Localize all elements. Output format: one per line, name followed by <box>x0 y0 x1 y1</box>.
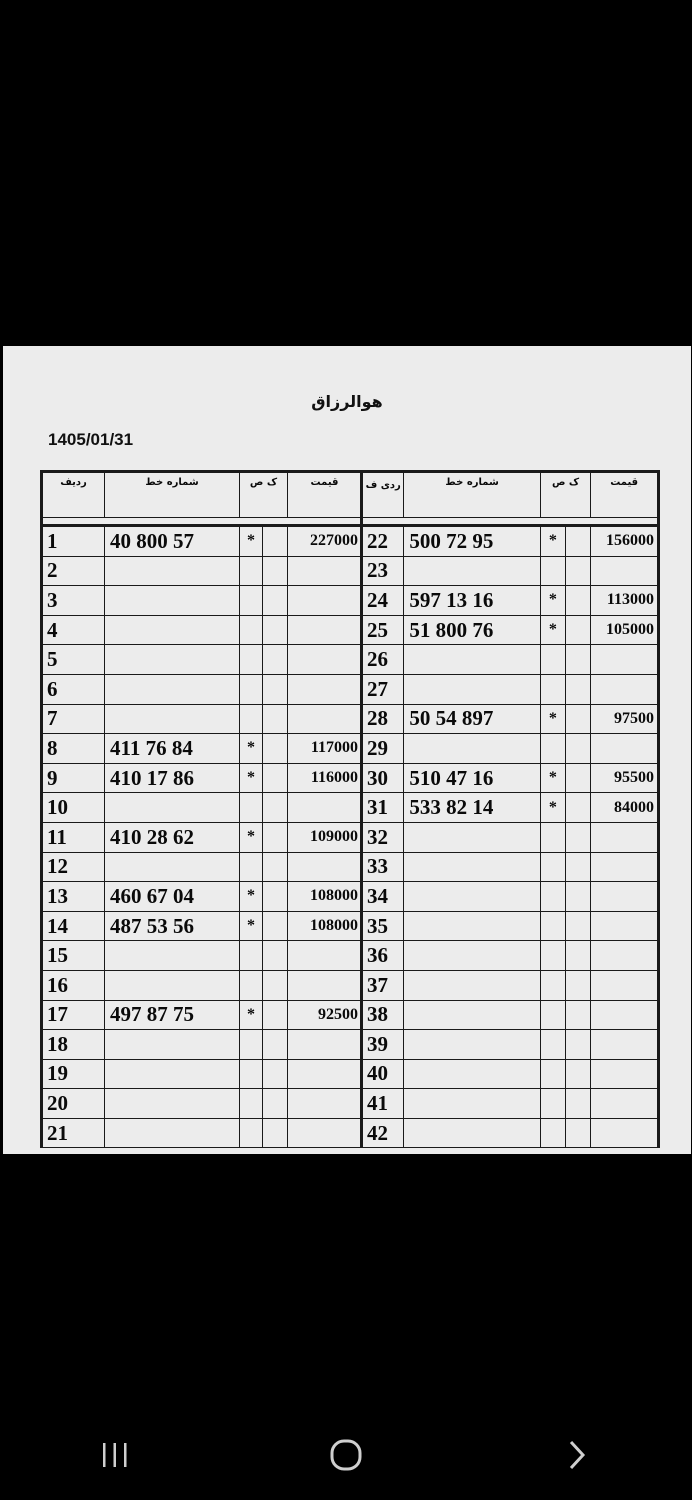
left-table-body <box>42 526 362 1148</box>
line-number: 50 54 897 <box>404 704 540 734</box>
s-mark <box>263 704 288 734</box>
table-row <box>42 882 362 912</box>
price-value: 109000 <box>288 822 362 852</box>
price-value <box>591 970 659 1000</box>
line-number <box>404 645 540 675</box>
k-mark <box>540 734 565 764</box>
row-number: 3 <box>42 586 105 616</box>
table-row <box>362 526 659 557</box>
k-mark: * <box>240 882 263 912</box>
k-mark: * <box>540 586 565 616</box>
line-number <box>105 1030 240 1060</box>
table-row <box>42 1030 362 1060</box>
row-number: 5 <box>42 645 105 675</box>
table-row <box>362 1000 659 1030</box>
s-mark <box>566 763 591 793</box>
s-mark <box>263 1118 288 1148</box>
price-value <box>591 1089 659 1119</box>
k-mark <box>240 1059 263 1089</box>
table-row <box>362 734 659 764</box>
table-row <box>362 645 659 675</box>
line-number: 410 17 86 <box>105 763 240 793</box>
k-mark <box>540 556 565 586</box>
line-number <box>404 970 540 1000</box>
price-value: 117000 <box>288 734 362 764</box>
line-number: 597 13 16 <box>404 586 540 616</box>
k-mark: * <box>240 1000 263 1030</box>
price-value: 105000 <box>591 615 659 645</box>
s-mark <box>263 586 288 616</box>
price-value: 84000 <box>591 793 659 823</box>
line-number <box>105 1118 240 1148</box>
k-mark: * <box>240 822 263 852</box>
line-number <box>404 852 540 882</box>
line-number <box>105 674 240 704</box>
k-mark <box>240 1118 263 1148</box>
s-mark <box>263 734 288 764</box>
line-number: 410 28 62 <box>105 822 240 852</box>
header-ks: ک ص <box>240 472 288 518</box>
k-mark <box>540 645 565 675</box>
table-row <box>362 704 659 734</box>
price-value: 95500 <box>591 763 659 793</box>
row-number: 19 <box>42 1059 105 1089</box>
price-value <box>288 1030 362 1060</box>
k-mark <box>240 645 263 675</box>
s-mark <box>566 734 591 764</box>
row-number: 8 <box>42 734 105 764</box>
row-number: 14 <box>42 911 105 941</box>
price-value <box>591 556 659 586</box>
row-number: 30 <box>362 763 404 793</box>
k-mark <box>240 615 263 645</box>
k-mark: * <box>540 763 565 793</box>
row-number: 35 <box>362 911 404 941</box>
row-number: 12 <box>42 852 105 882</box>
price-value <box>288 615 362 645</box>
home-icon <box>329 1438 363 1472</box>
row-number: 40 <box>362 1059 404 1089</box>
price-value <box>591 822 659 852</box>
line-number <box>105 704 240 734</box>
line-number: 497 87 75 <box>105 1000 240 1030</box>
header-ks: ک ص <box>540 472 591 518</box>
row-number: 1 <box>42 526 105 557</box>
header-price: قیمت <box>591 472 659 518</box>
table-row <box>42 763 362 793</box>
s-mark <box>566 1000 591 1030</box>
row-number: 23 <box>362 556 404 586</box>
s-mark <box>566 1089 591 1119</box>
line-number: 51 800 76 <box>404 615 540 645</box>
line-number: 533 82 14 <box>404 793 540 823</box>
price-value <box>591 1000 659 1030</box>
line-number <box>105 852 240 882</box>
s-mark <box>263 526 288 557</box>
document-date: 1405/01/31 <box>48 430 134 449</box>
table-row <box>42 941 362 971</box>
k-mark: * <box>540 704 565 734</box>
row-number: 16 <box>42 970 105 1000</box>
row-number: 28 <box>362 704 404 734</box>
header-row-no: ردیف <box>42 472 105 518</box>
price-value <box>288 970 362 1000</box>
price-value: 113000 <box>591 586 659 616</box>
s-mark <box>566 882 591 912</box>
s-mark <box>566 1030 591 1060</box>
k-mark <box>240 556 263 586</box>
table-row <box>42 793 362 823</box>
line-number: 510 47 16 <box>404 763 540 793</box>
s-mark <box>566 852 591 882</box>
price-value <box>288 674 362 704</box>
header-line-number: شماره خط <box>404 472 540 518</box>
s-mark <box>263 793 288 823</box>
s-mark <box>566 911 591 941</box>
row-number: 20 <box>42 1089 105 1119</box>
table-row <box>362 556 659 586</box>
s-mark <box>566 556 591 586</box>
k-mark <box>540 911 565 941</box>
s-mark <box>566 822 591 852</box>
row-number: 10 <box>42 793 105 823</box>
k-mark: * <box>540 793 565 823</box>
table-row <box>42 1059 362 1089</box>
k-mark <box>540 674 565 704</box>
price-value <box>591 1059 659 1089</box>
table-row <box>362 911 659 941</box>
row-number: 25 <box>362 615 404 645</box>
k-mark: * <box>240 911 263 941</box>
recents-button[interactable] <box>75 1425 155 1485</box>
price-value: 108000 <box>288 882 362 912</box>
price-value: 156000 <box>591 526 659 557</box>
table-row <box>42 1118 362 1148</box>
k-mark: * <box>240 734 263 764</box>
back-button[interactable] <box>537 1425 617 1485</box>
table-row <box>362 1030 659 1060</box>
line-number <box>105 970 240 1000</box>
line-number <box>404 1059 540 1089</box>
row-number: 27 <box>362 674 404 704</box>
line-number <box>404 734 540 764</box>
table-row <box>362 882 659 912</box>
k-mark <box>540 822 565 852</box>
table-row <box>362 1059 659 1089</box>
k-mark <box>540 970 565 1000</box>
row-number: 11 <box>42 822 105 852</box>
row-number: 7 <box>42 704 105 734</box>
table-row <box>42 911 362 941</box>
right-table-body <box>362 526 659 1148</box>
s-mark <box>566 674 591 704</box>
k-mark <box>240 586 263 616</box>
table-row <box>42 852 362 882</box>
s-mark <box>263 911 288 941</box>
price-value <box>591 674 659 704</box>
line-number <box>105 941 240 971</box>
row-number: 22 <box>362 526 404 557</box>
table-row <box>42 526 362 557</box>
row-number: 26 <box>362 645 404 675</box>
price-value <box>591 852 659 882</box>
s-mark <box>566 586 591 616</box>
k-mark <box>540 852 565 882</box>
s-mark <box>263 615 288 645</box>
line-number <box>105 1089 240 1119</box>
row-number: 15 <box>42 941 105 971</box>
row-number: 6 <box>42 674 105 704</box>
table-row <box>42 1089 362 1119</box>
row-number: 29 <box>362 734 404 764</box>
table-row <box>362 970 659 1000</box>
s-mark <box>263 882 288 912</box>
line-number <box>404 1118 540 1148</box>
price-value <box>288 704 362 734</box>
line-number <box>105 615 240 645</box>
header-row-no: ردی ف <box>362 472 404 518</box>
row-number: 24 <box>362 586 404 616</box>
s-mark <box>263 852 288 882</box>
line-number <box>105 1059 240 1089</box>
row-number: 42 <box>362 1118 404 1148</box>
price-value: 227000 <box>288 526 362 557</box>
price-value <box>288 941 362 971</box>
row-number: 33 <box>362 852 404 882</box>
line-number <box>105 586 240 616</box>
s-mark <box>566 941 591 971</box>
row-number: 34 <box>362 882 404 912</box>
line-number <box>404 1089 540 1119</box>
price-value <box>288 1089 362 1119</box>
table-row <box>362 763 659 793</box>
price-value: 116000 <box>288 763 362 793</box>
table-row <box>42 1000 362 1030</box>
k-mark: * <box>240 526 263 557</box>
s-mark <box>263 674 288 704</box>
price-value: 92500 <box>288 1000 362 1030</box>
table-row <box>42 734 362 764</box>
line-number <box>404 1030 540 1060</box>
k-mark <box>540 1000 565 1030</box>
line-number <box>404 674 540 704</box>
k-mark <box>240 793 263 823</box>
right-price-table <box>360 470 660 1148</box>
line-number: 411 76 84 <box>105 734 240 764</box>
s-mark <box>566 645 591 675</box>
document-page <box>3 346 691 1154</box>
price-value <box>288 1118 362 1148</box>
back-icon <box>565 1439 589 1471</box>
recents-icon <box>100 1441 130 1469</box>
s-mark <box>263 763 288 793</box>
s-mark <box>263 970 288 1000</box>
s-mark <box>566 704 591 734</box>
line-number <box>404 556 540 586</box>
left-price-table <box>40 470 362 1148</box>
k-mark <box>240 970 263 1000</box>
s-mark <box>263 822 288 852</box>
s-mark <box>566 793 591 823</box>
s-mark <box>263 1000 288 1030</box>
k-mark <box>540 1118 565 1148</box>
s-mark <box>566 970 591 1000</box>
line-number <box>105 793 240 823</box>
line-number <box>404 822 540 852</box>
table-row <box>42 586 362 616</box>
home-button[interactable] <box>306 1425 386 1485</box>
k-mark <box>240 704 263 734</box>
android-nav-bar <box>0 1410 692 1500</box>
table-row <box>42 674 362 704</box>
line-number: 487 53 56 <box>105 911 240 941</box>
table-row <box>362 941 659 971</box>
price-value: 108000 <box>288 911 362 941</box>
line-number <box>105 556 240 586</box>
row-number: 9 <box>42 763 105 793</box>
table-row <box>42 822 362 852</box>
price-value <box>591 1030 659 1060</box>
line-number <box>105 645 240 675</box>
line-number: 500 72 95 <box>404 526 540 557</box>
price-value <box>591 882 659 912</box>
k-mark <box>540 941 565 971</box>
s-mark <box>263 556 288 586</box>
s-mark <box>263 1059 288 1089</box>
row-number: 21 <box>42 1118 105 1148</box>
price-value <box>591 941 659 971</box>
table-row <box>362 1118 659 1148</box>
s-mark <box>566 615 591 645</box>
s-mark <box>263 645 288 675</box>
k-mark <box>240 852 263 882</box>
s-mark <box>566 1059 591 1089</box>
price-value <box>288 556 362 586</box>
price-value <box>591 734 659 764</box>
k-mark <box>540 882 565 912</box>
table-row <box>362 586 659 616</box>
table-row <box>362 615 659 645</box>
table-row <box>362 1089 659 1119</box>
line-number <box>404 1000 540 1030</box>
s-mark <box>263 1089 288 1119</box>
header-line-number: شماره خط <box>105 472 240 518</box>
table-row <box>42 970 362 1000</box>
k-mark <box>240 1030 263 1060</box>
k-mark <box>240 941 263 971</box>
price-value <box>288 586 362 616</box>
line-number: 460 67 04 <box>105 882 240 912</box>
price-value <box>591 911 659 941</box>
price-value <box>591 1118 659 1148</box>
table-row <box>42 615 362 645</box>
row-number: 18 <box>42 1030 105 1060</box>
s-mark <box>566 1118 591 1148</box>
row-number: 39 <box>362 1030 404 1060</box>
k-mark: * <box>540 615 565 645</box>
row-number: 41 <box>362 1089 404 1119</box>
line-number <box>404 911 540 941</box>
row-number: 4 <box>42 615 105 645</box>
row-number: 17 <box>42 1000 105 1030</box>
table-row <box>42 704 362 734</box>
k-mark <box>540 1059 565 1089</box>
document-title: هوالرزاق <box>311 392 383 411</box>
row-number: 31 <box>362 793 404 823</box>
row-number: 13 <box>42 882 105 912</box>
row-number: 37 <box>362 970 404 1000</box>
table-row <box>362 822 659 852</box>
table-row <box>362 674 659 704</box>
line-number <box>404 882 540 912</box>
k-mark <box>240 674 263 704</box>
k-mark <box>540 1030 565 1060</box>
table-row <box>362 852 659 882</box>
price-value <box>288 1059 362 1089</box>
price-value <box>288 645 362 675</box>
k-mark: * <box>240 763 263 793</box>
table-row <box>42 556 362 586</box>
s-mark <box>263 1030 288 1060</box>
k-mark: * <box>540 526 565 557</box>
price-value <box>288 852 362 882</box>
line-number <box>404 941 540 971</box>
row-number: 2 <box>42 556 105 586</box>
price-value <box>288 793 362 823</box>
row-number: 32 <box>362 822 404 852</box>
line-number: 40 800 57 <box>105 526 240 557</box>
s-mark <box>566 526 591 557</box>
k-mark <box>540 1089 565 1119</box>
price-value <box>591 645 659 675</box>
header-price: قیمت <box>288 472 362 518</box>
row-number: 36 <box>362 941 404 971</box>
row-number: 38 <box>362 1000 404 1030</box>
table-row <box>362 793 659 823</box>
price-value: 97500 <box>591 704 659 734</box>
s-mark <box>263 941 288 971</box>
table-row <box>42 645 362 675</box>
k-mark <box>240 1089 263 1119</box>
